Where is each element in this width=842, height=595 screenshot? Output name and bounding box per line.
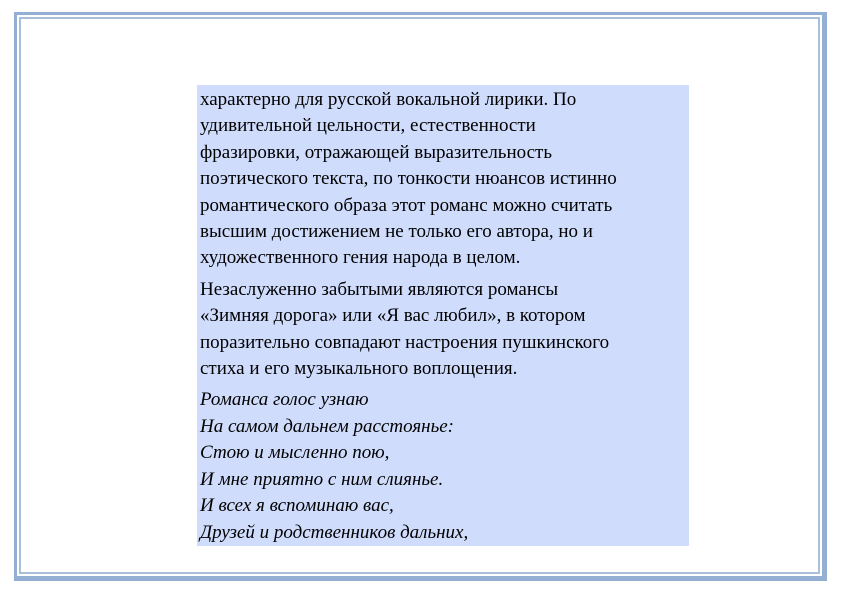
poem-quote	[200, 387, 685, 545]
paragraph-2	[200, 277, 685, 383]
poem-line: Друзей и родственников дальних,	[200, 521, 469, 543]
text-line: фразировки, отражающей выразительность	[200, 141, 553, 163]
text-line: высшим достижением не только его автора, но и	[200, 221, 593, 243]
text-line: поразительно совпадают настроения пушкинского	[200, 331, 610, 353]
text-line: стиха и его музыкального воплощения.	[200, 358, 518, 380]
text-line: художественного гения народа в целом.	[200, 247, 521, 269]
poem-line: Стою и мысленно пою,	[200, 442, 390, 464]
text-line: Незаслуженно забытыми являются романсы	[200, 278, 559, 300]
text-line: «Зимняя дорога» или «Я вас любил», в котором	[200, 305, 586, 327]
poem-line: Романса голос узнаю	[200, 389, 369, 411]
text-line: характерно для русской вокальной лирики. По	[200, 89, 577, 110]
text-line: романтического образа этот романс можно считать	[200, 194, 613, 216]
poem-line: На самом дальнем расстоянье:	[200, 415, 454, 437]
text-line: поэтического текста, по тонкости нюансов истинно	[200, 168, 617, 190]
poem-line: И мне приятно с ним слиянье.	[200, 468, 444, 490]
text-line: удивительной цельности, естественности	[200, 115, 536, 137]
poem-line: И всех я вспоминаю вас,	[200, 495, 394, 517]
paragraph-1	[200, 87, 685, 272]
text-box	[197, 85, 689, 546]
